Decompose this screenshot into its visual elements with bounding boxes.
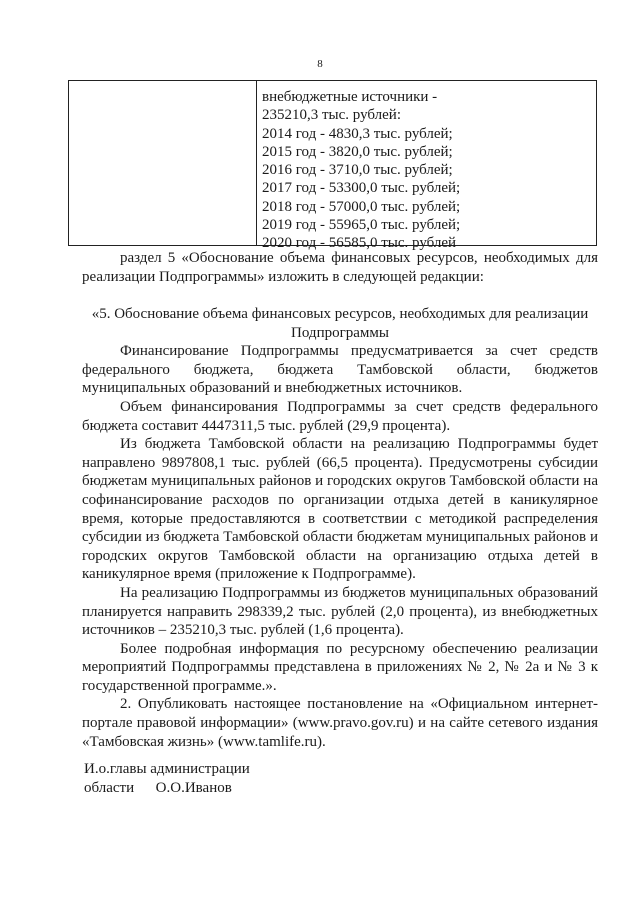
section-heading: «5. Обоснование объема финансовых ресурсов, необходимых для реализации Подпрограммы [91, 306, 589, 341]
paragraph: 2. Опубликовать настоящее постановление на «Официальном интернет-портале правовой информации» (www.pravo.gov.ru) и на сайте сетевого издания «Тамбовская жизнь» (www.tamlife.ru). [82, 696, 598, 750]
table-line: 2015 год - 3820,0 тыс. рублей; [262, 143, 453, 160]
body-block [82, 305, 598, 751]
intro-block [82, 249, 598, 286]
table-line: внебюджетные источники - [262, 89, 438, 105]
intro-paragraph: раздел 5 «Обоснование объема финансовых ресурсов, необходимых для реализации Подпрограммы» изложить в следующей редакции: [82, 250, 598, 285]
page-number: 8 [317, 58, 323, 70]
table-divider [256, 81, 257, 245]
signature-block [84, 760, 250, 797]
table-line: 2014 год - 4830,3 тыс. рублей; [262, 125, 453, 142]
paragraph: Из бюджета Тамбовской области на реализацию Подпрограммы будет направлено 9897808,1 тыс. рублей (66,5 процента). Предусмотрены субсидии бюджетам муниципальных районов и городских округов Тамбовской области на софинансирование расходов по организации отдыха детей в каникулярное время, которые предоставляются в соответствии с методикой распределения субсидии из бюджета Тамбовской области бюджетам муниципальных районов и городских округов Тамбовской области на организацию отдыха детей в каникулярное время (приложение к Подпрограмме). [82, 436, 598, 583]
table-line: 235210,3 тыс. рублей: [262, 107, 401, 124]
signer-region: области [84, 779, 135, 796]
table-line: 2020 год - 56585,0 тыс. рублей [262, 235, 457, 252]
signer-position: И.о.главы администрации [84, 761, 250, 777]
paragraph: На реализацию Подпрограммы из бюджетов муниципальных образований планируется направить 298339,2 тыс. рублей (2,0 процента), из внебюджетных источников – 235210,3 тыс. рублей (1,6 процента). [82, 584, 598, 639]
funding-table [68, 80, 597, 252]
paragraph: Объем финансирования Подпрограммы за счет средств федерального бюджета составит 4447311,5 тыс. рублей (29,9 процента). [82, 398, 598, 434]
table-line: 2017 год - 53300,0 тыс. рублей; [262, 180, 461, 197]
paragraph: Финансирование Подпрограммы предусматривается за счет средств федерального бюджета, бюджета Тамбовской области, бюджетов муниципальных образований и внебюджетных источников. [82, 343, 598, 397]
table-line: 2018 год - 57000,0 тыс. рублей; [262, 198, 461, 215]
table-line: 2016 год - 3710,0 тыс. рублей; [262, 162, 453, 179]
paragraph: Более подробная информация по ресурсному обеспечению реализации мероприятий Подпрограммы представлена в приложениях № 2, № 2а и № 3 к государственной программе.». [82, 640, 598, 694]
table-right-cell [262, 88, 592, 253]
table-line: 2019 год - 55965,0 тыс. рублей; [262, 217, 461, 234]
signer-name: О.О.Иванов [155, 779, 232, 796]
